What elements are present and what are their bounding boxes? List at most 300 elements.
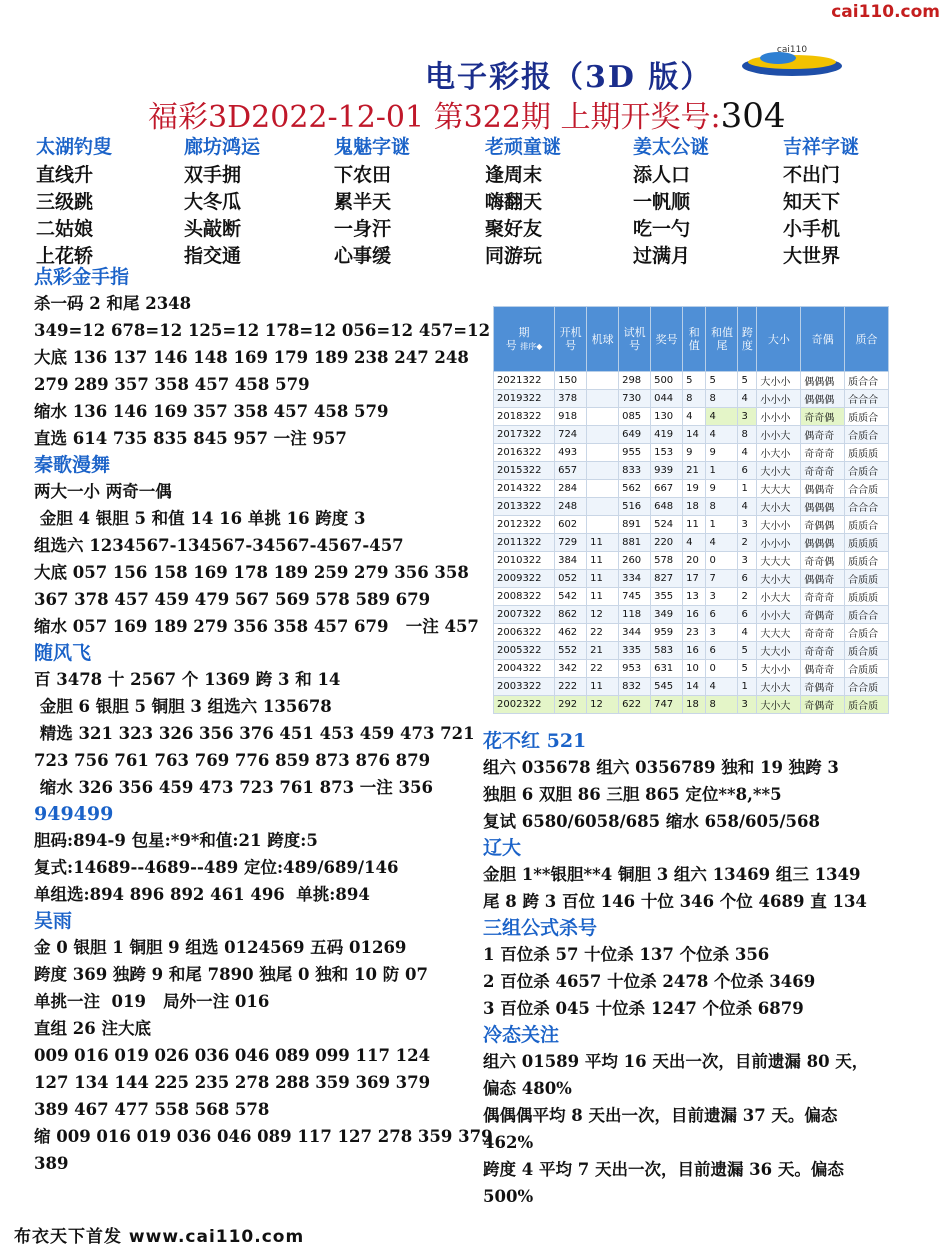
table-cell: 4 bbox=[683, 408, 706, 426]
table-cell: 2 bbox=[738, 588, 757, 606]
table-cell: 3 bbox=[738, 552, 757, 570]
riddle-heading: 老顽童谜 bbox=[485, 136, 562, 158]
prediction-line: 缩水 326 356 459 473 723 761 873 一注 356 bbox=[34, 778, 433, 797]
table-cell: 22 bbox=[587, 624, 619, 642]
table-cell: 6 bbox=[706, 642, 738, 660]
table-cell: 891 bbox=[619, 516, 651, 534]
table-row bbox=[494, 462, 889, 480]
table-cell: 3 bbox=[738, 408, 757, 426]
table-cell bbox=[587, 480, 619, 498]
prediction-line: 缩 009 016 019 036 046 089 117 127 278 359 379 bbox=[34, 1127, 493, 1146]
col-period[interactable]: 期 号 排序◆ bbox=[494, 307, 555, 372]
table-cell: 832 bbox=[619, 678, 651, 696]
table-cell: 23 bbox=[683, 624, 706, 642]
table-cell: 583 bbox=[651, 642, 683, 660]
table-cell: 2021322 bbox=[494, 372, 555, 390]
prediction-line: 金胆 6 银胆 5 铜胆 3 组选六 135678 bbox=[34, 697, 332, 716]
table-cell: 大大大 bbox=[757, 552, 801, 570]
table-row bbox=[494, 480, 889, 498]
prediction-line: 组六 035678 组六 0356789 独和 19 独跨 3 bbox=[483, 758, 839, 777]
prediction-line: 缩水 136 146 169 357 358 457 458 579 bbox=[34, 402, 389, 421]
prediction-line: 349=12 678=12 125=12 178=12 056=12 457=12 bbox=[34, 321, 491, 340]
riddle-item: 累半天 bbox=[334, 191, 392, 213]
table-cell: 偶偶偶 bbox=[801, 390, 845, 408]
col-ball: 机球 bbox=[587, 307, 619, 372]
prediction-line: 2 百位杀 4657 十位杀 2478 个位杀 3469 bbox=[483, 972, 816, 991]
col-sum: 和 值 bbox=[683, 307, 706, 372]
table-cell: 8 bbox=[706, 498, 738, 516]
riddle-column bbox=[633, 132, 783, 268]
table-cell: 大小小 bbox=[757, 660, 801, 678]
table-cell: 偶奇奇 bbox=[801, 660, 845, 678]
table-cell: 合质质 bbox=[845, 660, 889, 678]
table-cell: 500 bbox=[651, 372, 683, 390]
table-cell: 222 bbox=[555, 678, 587, 696]
riddle-item: 过满月 bbox=[633, 245, 691, 267]
prediction-line: 尾 8 跨 3 百位 146 十位 346 个位 4689 直 134 bbox=[483, 892, 867, 911]
table-cell: 小小小 bbox=[757, 408, 801, 426]
table-cell: 334 bbox=[619, 570, 651, 588]
section-title: 花不红 521 bbox=[483, 730, 587, 752]
table-cell: 1 bbox=[738, 678, 757, 696]
page-title: 电子彩报（3D 版） bbox=[425, 60, 713, 95]
table-cell: 18 bbox=[683, 696, 706, 714]
issue-subtitle: 福彩3D2022-12-01 第322期 上期开奖号:304 bbox=[148, 96, 786, 136]
table-cell: 729 bbox=[555, 534, 587, 552]
table-cell: 4 bbox=[706, 678, 738, 696]
table-cell: 260 bbox=[619, 552, 651, 570]
section-title: 949499 bbox=[34, 803, 114, 825]
table-cell: 9 bbox=[706, 480, 738, 498]
table-cell: 16 bbox=[683, 642, 706, 660]
table-cell: 奇奇奇 bbox=[801, 444, 845, 462]
table-cell: 小小小 bbox=[757, 534, 801, 552]
section-title: 辽大 bbox=[483, 837, 522, 859]
table-cell: 562 bbox=[619, 480, 651, 498]
col-prize: 奖号 bbox=[651, 307, 683, 372]
col-prime: 质合 bbox=[845, 307, 889, 372]
table-cell: 奇奇奇 bbox=[801, 624, 845, 642]
prediction-line: 杀一码 2 和尾 2348 bbox=[34, 294, 192, 313]
table-row bbox=[494, 624, 889, 642]
riddle-item: 大冬瓜 bbox=[184, 191, 242, 213]
table-cell: 质质质 bbox=[845, 444, 889, 462]
table-cell: 11 bbox=[683, 516, 706, 534]
site-name: cai110.com bbox=[831, 2, 940, 22]
table-cell: 631 bbox=[651, 660, 683, 678]
table-cell: 18 bbox=[683, 498, 706, 516]
table-cell: 4 bbox=[738, 624, 757, 642]
riddle-item: 聚好友 bbox=[485, 218, 543, 240]
table-cell: 3 bbox=[706, 588, 738, 606]
table-row bbox=[494, 588, 889, 606]
svg-text:cai110: cai110 bbox=[776, 45, 808, 55]
table-cell: 合合合 bbox=[845, 390, 889, 408]
section-title: 秦歌漫舞 bbox=[34, 454, 111, 476]
prediction-line: 大底 136 137 146 148 169 179 189 238 247 248 bbox=[34, 348, 469, 367]
table-cell: 552 bbox=[555, 642, 587, 660]
table-cell: 合质质 bbox=[845, 570, 889, 588]
table-cell: 545 bbox=[651, 678, 683, 696]
table-cell: 11 bbox=[587, 678, 619, 696]
table-cell: 2 bbox=[738, 534, 757, 552]
table-cell: 合合合 bbox=[845, 498, 889, 516]
table-row bbox=[494, 534, 889, 552]
table-cell: 质合合 bbox=[845, 606, 889, 624]
table-cell: 21 bbox=[683, 462, 706, 480]
table-cell: 11 bbox=[587, 534, 619, 552]
riddle-item: 不出门 bbox=[783, 164, 841, 186]
prediction-line: 直选 614 735 835 845 957 一注 957 bbox=[34, 429, 347, 448]
table-cell: 4 bbox=[738, 390, 757, 408]
table-cell: 524 bbox=[651, 516, 683, 534]
table-cell: 542 bbox=[555, 588, 587, 606]
section-title: 三组公式杀号 bbox=[483, 917, 598, 939]
table-cell: 合质合 bbox=[845, 426, 889, 444]
table-cell: 2004322 bbox=[494, 660, 555, 678]
col-span: 跨 度 bbox=[738, 307, 757, 372]
table-cell: 10 bbox=[683, 660, 706, 678]
table-cell: 7 bbox=[706, 570, 738, 588]
table-cell: 奇偶偶 bbox=[801, 516, 845, 534]
prediction-line: 两大一小 两奇一偶 bbox=[34, 482, 172, 501]
prediction-line: 组选六 1234567-134567-34567-4567-457 bbox=[34, 536, 404, 555]
table-row bbox=[494, 678, 889, 696]
col-open: 开机 号 bbox=[555, 307, 587, 372]
table-cell: 16 bbox=[683, 606, 706, 624]
table-cell: 小小大 bbox=[757, 606, 801, 624]
table-cell: 516 bbox=[619, 498, 651, 516]
prediction-line: 金胆 4 银胆 5 和值 14 16 单挑 16 跨度 3 bbox=[34, 509, 366, 528]
table-cell: 4 bbox=[706, 426, 738, 444]
table-row bbox=[494, 444, 889, 462]
table-cell: 2008322 bbox=[494, 588, 555, 606]
riddle-heading: 吉祥字谜 bbox=[783, 136, 860, 158]
table-cell: 12 bbox=[587, 606, 619, 624]
table-cell: 827 bbox=[651, 570, 683, 588]
table-cell: 质质质 bbox=[845, 588, 889, 606]
table-cell: 2010322 bbox=[494, 552, 555, 570]
table-cell: 大大大 bbox=[757, 480, 801, 498]
table-cell: 745 bbox=[619, 588, 651, 606]
table-cell: 大小小 bbox=[757, 516, 801, 534]
riddle-item: 逢周末 bbox=[485, 164, 543, 186]
table-cell: 649 bbox=[619, 426, 651, 444]
table-cell: 602 bbox=[555, 516, 587, 534]
table-cell: 3 bbox=[706, 624, 738, 642]
table-cell: 小大小 bbox=[757, 444, 801, 462]
table-cell: 2019322 bbox=[494, 390, 555, 408]
table-cell: 4 bbox=[738, 498, 757, 516]
prediction-line: 偏态 480% bbox=[483, 1079, 572, 1098]
table-cell: 4 bbox=[683, 534, 706, 552]
table-cell: 298 bbox=[619, 372, 651, 390]
table-cell: 偶奇奇 bbox=[801, 426, 845, 444]
table-cell: 5 bbox=[738, 642, 757, 660]
table-cell: 大小大 bbox=[757, 570, 801, 588]
table-cell: 11 bbox=[587, 588, 619, 606]
table-cell: 20 bbox=[683, 552, 706, 570]
history-table bbox=[493, 306, 889, 714]
table-cell: 349 bbox=[651, 606, 683, 624]
table-cell: 质质合 bbox=[845, 552, 889, 570]
table-cell bbox=[587, 516, 619, 534]
table-cell: 747 bbox=[651, 696, 683, 714]
riddle-item: 小手机 bbox=[783, 218, 841, 240]
table-cell: 合质合 bbox=[845, 624, 889, 642]
table-cell bbox=[587, 462, 619, 480]
table-row bbox=[494, 606, 889, 624]
footer: 布衣天下首发 www.cai110.com bbox=[14, 1227, 305, 1247]
table-cell: 130 bbox=[651, 408, 683, 426]
riddle-item: 吃一勺 bbox=[633, 218, 691, 240]
riddle-item: 添人口 bbox=[633, 164, 691, 186]
prediction-line: 单组选:894 896 892 461 496 单挑:894 bbox=[34, 885, 370, 904]
section-title: 点彩金手指 bbox=[34, 266, 130, 288]
table-cell: 质质质 bbox=[845, 534, 889, 552]
riddle-item: 嗨翻天 bbox=[485, 191, 543, 213]
table-row bbox=[494, 372, 889, 390]
table-cell: 462 bbox=[555, 624, 587, 642]
table-cell: 342 bbox=[555, 660, 587, 678]
table-cell: 质合质 bbox=[845, 696, 889, 714]
riddle-item: 同游玩 bbox=[485, 245, 543, 267]
section-title: 冷态关注 bbox=[483, 1024, 560, 1046]
riddle-column bbox=[783, 132, 933, 268]
col-test: 试机 号 bbox=[619, 307, 651, 372]
table-cell: 小大大 bbox=[757, 588, 801, 606]
table-cell: 合合质 bbox=[845, 480, 889, 498]
table-cell bbox=[587, 498, 619, 516]
table-cell: 8 bbox=[683, 390, 706, 408]
table-cell: 质质合 bbox=[845, 408, 889, 426]
table-cell: 248 bbox=[555, 498, 587, 516]
table-cell: 质合质 bbox=[845, 642, 889, 660]
table-cell: 2018322 bbox=[494, 408, 555, 426]
riddle-item: 上花轿 bbox=[36, 245, 94, 267]
prediction-line: 独胆 6 双胆 86 三胆 865 定位**8,**5 bbox=[483, 785, 782, 804]
table-cell: 奇奇偶 bbox=[801, 408, 845, 426]
table-cell: 2011322 bbox=[494, 534, 555, 552]
prediction-line: 胆码:894-9 包星:*9*和值:21 跨度:5 bbox=[34, 831, 318, 850]
riddle-item: 指交通 bbox=[184, 245, 242, 267]
prediction-line: 直组 26 注大底 bbox=[34, 1019, 151, 1038]
riddle-column bbox=[36, 132, 186, 268]
prediction-line: 单挑一注 019 局外一注 016 bbox=[34, 992, 270, 1011]
table-cell: 862 bbox=[555, 606, 587, 624]
prediction-line: 279 289 357 358 457 458 579 bbox=[34, 375, 310, 394]
riddle-column bbox=[184, 132, 334, 268]
table-cell: 2017322 bbox=[494, 426, 555, 444]
table-cell: 5 bbox=[706, 372, 738, 390]
table-cell: 12 bbox=[587, 696, 619, 714]
table-row bbox=[494, 516, 889, 534]
riddle-item: 三级跳 bbox=[36, 191, 94, 213]
table-cell: 奇偶奇 bbox=[801, 678, 845, 696]
prediction-line: 组六 01589 平均 16 天出一次，目前遗漏 80 天， bbox=[483, 1052, 869, 1071]
prediction-line: 3 百位杀 045 十位杀 1247 个位杀 6879 bbox=[483, 999, 804, 1018]
table-cell: 4 bbox=[738, 444, 757, 462]
table-cell: 2005322 bbox=[494, 642, 555, 660]
table-cell: 2015322 bbox=[494, 462, 555, 480]
prediction-line: 跨度 369 独跨 9 和尾 7890 独尾 0 独和 10 防 07 bbox=[34, 965, 428, 984]
table-cell: 19 bbox=[683, 480, 706, 498]
table-cell: 17 bbox=[683, 570, 706, 588]
table-cell: 657 bbox=[555, 462, 587, 480]
table-row bbox=[494, 696, 889, 714]
table-cell: 奇奇奇 bbox=[801, 588, 845, 606]
table-cell: 939 bbox=[651, 462, 683, 480]
prediction-line: 1 百位杀 57 十位杀 137 个位杀 356 bbox=[483, 945, 770, 964]
section-title: 吴雨 bbox=[34, 910, 73, 932]
table-cell: 质合合 bbox=[845, 372, 889, 390]
table-cell: 奇偶奇 bbox=[801, 696, 845, 714]
riddle-column bbox=[334, 132, 484, 268]
table-cell: 8 bbox=[738, 426, 757, 444]
table-cell: 大小小 bbox=[757, 372, 801, 390]
table-cell: 959 bbox=[651, 624, 683, 642]
table-cell: 220 bbox=[651, 534, 683, 552]
table-cell: 偶偶奇 bbox=[801, 570, 845, 588]
table-row bbox=[494, 570, 889, 588]
table-cell: 小小小 bbox=[757, 390, 801, 408]
table-row bbox=[494, 552, 889, 570]
prediction-line: 金 0 银胆 1 铜胆 9 组选 0124569 五码 01269 bbox=[34, 938, 407, 957]
table-cell: 11 bbox=[587, 570, 619, 588]
table-cell: 大大小 bbox=[757, 642, 801, 660]
prediction-line: 009 016 019 026 036 046 089 099 117 124 bbox=[34, 1046, 431, 1065]
table-cell: 0 bbox=[706, 552, 738, 570]
table-cell: 355 bbox=[651, 588, 683, 606]
table-cell: 153 bbox=[651, 444, 683, 462]
table-cell: 2016322 bbox=[494, 444, 555, 462]
prediction-line: 462% bbox=[483, 1133, 534, 1152]
table-cell: 大大大 bbox=[757, 624, 801, 642]
riddle-column bbox=[485, 132, 635, 268]
table-cell: 2002322 bbox=[494, 696, 555, 714]
table-row bbox=[494, 660, 889, 678]
table-cell: 大小大 bbox=[757, 678, 801, 696]
table-cell: 1 bbox=[738, 480, 757, 498]
table-cell: 13 bbox=[683, 588, 706, 606]
table-row bbox=[494, 642, 889, 660]
table-cell: 9 bbox=[683, 444, 706, 462]
col-size: 大小 bbox=[757, 307, 801, 372]
table-cell: 14 bbox=[683, 678, 706, 696]
prediction-line: 389 467 477 558 568 578 bbox=[34, 1100, 270, 1119]
table-cell: 质质合 bbox=[845, 516, 889, 534]
col-parity: 奇偶 bbox=[801, 307, 845, 372]
riddle-item: 大世界 bbox=[783, 245, 841, 267]
table-cell: 648 bbox=[651, 498, 683, 516]
prediction-line: 389 bbox=[34, 1154, 69, 1173]
riddle-heading: 姜太公谜 bbox=[633, 136, 710, 158]
table-cell: 2003322 bbox=[494, 678, 555, 696]
table-cell: 493 bbox=[555, 444, 587, 462]
table-cell: 奇奇奇 bbox=[801, 642, 845, 660]
table-cell: 419 bbox=[651, 426, 683, 444]
table-cell: 奇偶奇 bbox=[801, 606, 845, 624]
prediction-line: 精选 321 323 326 356 376 451 453 459 473 721 bbox=[34, 724, 475, 743]
table-row bbox=[494, 408, 889, 426]
prediction-line: 跨度 4 平均 7 天出一次，目前遗漏 36 天。偏态 bbox=[483, 1160, 844, 1179]
table-cell: 118 bbox=[619, 606, 651, 624]
table-cell bbox=[587, 408, 619, 426]
table-cell: 8 bbox=[706, 696, 738, 714]
table-cell: 2012322 bbox=[494, 516, 555, 534]
riddle-item: 直线升 bbox=[36, 164, 94, 186]
table-cell: 偶偶偶 bbox=[801, 534, 845, 552]
table-cell: 918 bbox=[555, 408, 587, 426]
table-cell: 292 bbox=[555, 696, 587, 714]
table-cell: 奇奇奇 bbox=[801, 462, 845, 480]
table-cell: 大小大 bbox=[757, 462, 801, 480]
riddle-item: 双手拥 bbox=[184, 164, 242, 186]
prediction-line: 723 756 761 763 769 776 859 873 876 879 bbox=[34, 751, 431, 770]
table-cell: 6 bbox=[706, 606, 738, 624]
table-cell: 5 bbox=[738, 660, 757, 678]
section-title: 随风飞 bbox=[34, 642, 92, 664]
table-cell: 6 bbox=[738, 462, 757, 480]
table-cell: 4 bbox=[706, 534, 738, 552]
table-row bbox=[494, 426, 889, 444]
riddle-item: 下农田 bbox=[334, 164, 392, 186]
table-cell: 22 bbox=[587, 660, 619, 678]
table-cell: 21 bbox=[587, 642, 619, 660]
logo-icon bbox=[738, 40, 846, 82]
table-cell: 052 bbox=[555, 570, 587, 588]
table-cell: 6 bbox=[738, 606, 757, 624]
right-column bbox=[483, 728, 943, 1210]
table-cell: 384 bbox=[555, 552, 587, 570]
table-cell: 偶偶偶 bbox=[801, 372, 845, 390]
table-cell: 大小大 bbox=[757, 498, 801, 516]
table-cell: 044 bbox=[651, 390, 683, 408]
table-cell: 881 bbox=[619, 534, 651, 552]
table-cell: 1 bbox=[706, 516, 738, 534]
riddle-heading: 廊坊鸿运 bbox=[184, 136, 261, 158]
table-cell: 6 bbox=[738, 570, 757, 588]
table-cell: 合合质 bbox=[845, 678, 889, 696]
table-cell: 667 bbox=[651, 480, 683, 498]
table-cell: 11 bbox=[587, 552, 619, 570]
table-cell: 833 bbox=[619, 462, 651, 480]
riddle-item: 知天下 bbox=[783, 191, 841, 213]
table-cell: 3 bbox=[738, 516, 757, 534]
table-cell: 14 bbox=[683, 426, 706, 444]
prediction-line: 500% bbox=[483, 1187, 534, 1206]
table-cell: 0 bbox=[706, 660, 738, 678]
table-cell: 大小大 bbox=[757, 696, 801, 714]
table-cell: 1 bbox=[706, 462, 738, 480]
table-cell: 955 bbox=[619, 444, 651, 462]
table-cell: 4 bbox=[706, 408, 738, 426]
table-cell: 偶偶偶 bbox=[801, 498, 845, 516]
riddle-item: 一帆顺 bbox=[633, 191, 691, 213]
table-cell bbox=[587, 426, 619, 444]
prediction-line: 金胆 1**银胆**4 铜胆 3 组六 13469 组三 1349 bbox=[483, 865, 861, 884]
table-cell bbox=[587, 444, 619, 462]
left-column bbox=[34, 264, 493, 1177]
table-cell bbox=[587, 390, 619, 408]
table-cell: 150 bbox=[555, 372, 587, 390]
table-cell: 335 bbox=[619, 642, 651, 660]
table-cell: 3 bbox=[738, 696, 757, 714]
table-cell: 730 bbox=[619, 390, 651, 408]
riddle-item: 二姑娘 bbox=[36, 218, 94, 240]
table-cell: 合质合 bbox=[845, 462, 889, 480]
prediction-line: 偶偶偶平均 8 天出一次，目前遗漏 37 天。偏态 bbox=[483, 1106, 838, 1125]
